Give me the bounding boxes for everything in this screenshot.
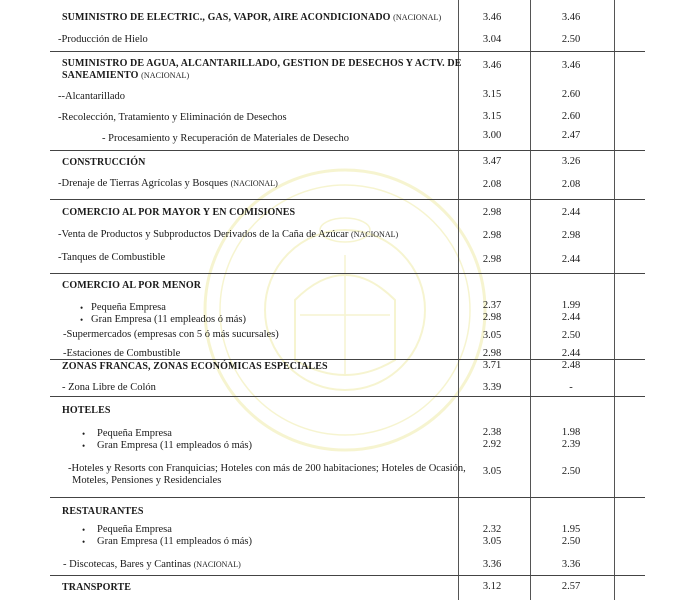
value-col2: 2.48 [561, 360, 581, 371]
value-col1: 2.37 [482, 300, 502, 311]
bullet: • [82, 537, 86, 547]
value-col1: 2.98 [482, 348, 502, 359]
value-col2: 2.44 [561, 207, 581, 218]
row-label: HOTELES [62, 405, 111, 416]
value-col1: 3.36 [482, 559, 502, 570]
section-divider [50, 51, 645, 52]
value-col1: 3.00 [482, 130, 502, 141]
bullet: • [82, 525, 86, 535]
value-col1: 3.15 [482, 111, 502, 122]
row-label: - Discotecas, Bares y Cantinas (NACIONAL) [63, 559, 241, 570]
value-col2: 1.95 [561, 524, 581, 535]
section-divider [50, 273, 645, 274]
value-col1: 3.15 [482, 89, 502, 100]
row-label: - Procesamiento y Recuperación de Materiales de Desecho [102, 133, 349, 144]
value-col1: 3.12 [482, 581, 502, 592]
value-col1: 2.38 [482, 427, 502, 438]
value-col2: 2.57 [561, 581, 581, 592]
value-col2: 2.60 [561, 89, 581, 100]
value-col1: 3.46 [482, 60, 502, 71]
row-label: Pequeña Empresa [91, 302, 166, 313]
value-col2: 2.50 [561, 466, 581, 477]
bullet: • [82, 429, 86, 439]
official-seal-watermark [195, 160, 495, 460]
value-col2: 1.98 [561, 427, 581, 438]
row-label: SANEAMIENTO (NACIONAL) [62, 70, 190, 81]
value-col2: 3.46 [561, 12, 581, 23]
column-rule [530, 0, 531, 600]
column-rule [614, 0, 615, 600]
column-rule [458, 0, 459, 600]
row-label: --Alcantarillado [58, 91, 126, 102]
row-label: -Recolección, Tratamiento y Eliminación de Desechos [58, 112, 287, 123]
row-label: COMERCIO AL POR MAYOR Y EN COMISIONES [62, 207, 296, 218]
row-label: Gran Empresa (11 empleados ó más) [97, 536, 253, 547]
row-label: CONSTRUCCIÓN [62, 157, 146, 168]
value-col1: 2.98 [482, 312, 502, 323]
value-col1: 3.46 [482, 12, 502, 23]
row-label: -Drenaje de Tierras Agrícolas y Bosques (NACIONAL) [58, 178, 278, 189]
value-col1: 3.05 [482, 536, 502, 547]
value-col1: 3.05 [482, 330, 502, 341]
bullet: • [80, 315, 84, 325]
value-col1: 3.71 [482, 360, 502, 371]
row-label: -Venta de Productos y Subproductos Derivados de la Caña de Azúcar (NACIONAL) [58, 229, 399, 240]
value-col1: 2.08 [482, 179, 502, 190]
bullet: • [82, 441, 86, 451]
value-col1: 3.47 [482, 156, 502, 167]
row-label: COMERCIO AL POR MENOR [62, 280, 202, 291]
value-col2: 2.50 [561, 536, 581, 547]
value-col1: 3.04 [482, 34, 502, 45]
row-label: - Zona Libre de Colón [62, 382, 156, 393]
value-col2: 2.44 [561, 254, 581, 265]
value-col2: 1.99 [561, 300, 581, 311]
bullet: • [80, 303, 84, 313]
row-label: Pequeña Empresa [97, 428, 172, 439]
row-label: -Supermercados (empresas con 5 ó más sucursales) [63, 329, 279, 340]
value-col2: 2.47 [561, 130, 581, 141]
section-divider [50, 199, 645, 200]
value-col2: 2.08 [561, 179, 581, 190]
section-divider [50, 497, 645, 498]
value-col1: 2.98 [482, 254, 502, 265]
value-col2: 2.39 [561, 439, 581, 450]
row-label: ZONAS FRANCAS, ZONAS ECONÓMICAS ESPECIALES [62, 361, 328, 372]
value-col1: 2.32 [482, 524, 502, 535]
row-label: Gran Empresa (11 empleados ó más) [97, 440, 253, 451]
value-col2: 2.60 [561, 111, 581, 122]
value-col1: 2.92 [482, 439, 502, 450]
row-label: TRANSPORTE [62, 582, 131, 593]
row-label: -Producción de Hielo [58, 34, 148, 45]
section-divider [50, 150, 645, 151]
row-label: SUMINISTRO DE AGUA, ALCANTARILLADO, GESTION DE DESECHOS Y ACTV. DE [62, 58, 462, 69]
value-col2: 2.44 [561, 312, 581, 323]
value-col2: 3.26 [561, 156, 581, 167]
row-label: Moteles, Pensiones y Residenciales [72, 475, 222, 486]
value-col2: 2.50 [561, 34, 581, 45]
section-divider [50, 396, 645, 397]
row-label: SUMINISTRO DE ELECTRIC., GAS, VAPOR, AIRE ACONDICIONADO (NACIONAL) [62, 12, 442, 23]
row-label: -Estaciones de Combustible [63, 348, 181, 359]
value-col2: 2.44 [561, 348, 581, 359]
value-col1: 3.05 [482, 466, 502, 477]
row-label: -Hoteles y Resorts con Franquicias; Hoteles con más de 200 habitaciones; Hoteles de Ocasión, [68, 463, 466, 474]
value-col2: - [569, 382, 573, 393]
row-label: Gran Empresa (11 empleados ó más) [91, 314, 247, 325]
row-label: Pequeña Empresa [97, 524, 172, 535]
section-divider [50, 575, 645, 576]
value-col2: 2.98 [561, 230, 581, 241]
value-col2: 2.50 [561, 330, 581, 341]
row-label: RESTAURANTES [62, 506, 144, 517]
value-col2: 3.46 [561, 60, 581, 71]
row-label: -Tanques de Combustible [58, 252, 166, 263]
value-col1: 3.39 [482, 382, 502, 393]
value-col1: 2.98 [482, 230, 502, 241]
value-col1: 2.98 [482, 207, 502, 218]
value-col2: 3.36 [561, 559, 581, 570]
